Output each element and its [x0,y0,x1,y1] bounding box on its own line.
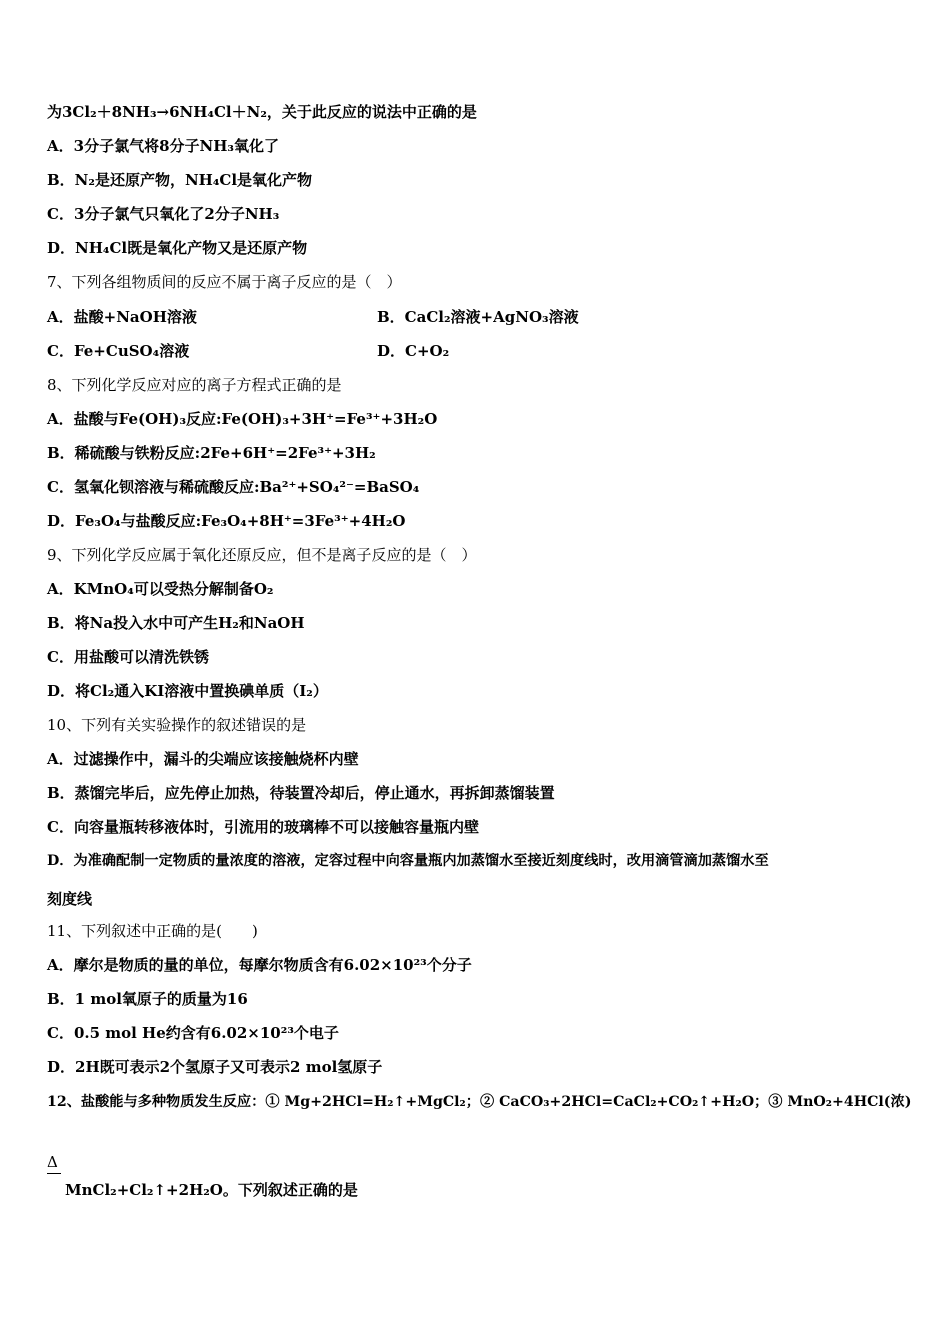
q9-option-d: D．将Cl₂通入KI溶液中置换碘单质（I₂） [47,682,328,700]
q10-option-a: A．过滤操作中，漏斗的尖端应该接触烧杯内壁 [47,750,359,768]
q7-option-b: B．CaCl₂溶液+AgNO₃溶液 [377,308,579,326]
q11-option-d: D．2H既可表示2个氢原子又可表示2 mol氢原子 [47,1058,383,1076]
q8-option-c: C．氢氧化钡溶液与稀硫酸反应:Ba²⁺+SO₄²⁻=BaSO₄ [47,478,420,496]
q12-stem: 12、盐酸能与多种物质发生反应：① Mg+2HCl=H₂↑+MgCl₂；② CaCO₃+2HCl=CaCl₂+CO₂↑+H₂O；③ MnO₂+4HCl(浓) [47,1094,912,1110]
q7-stem: 7、下列各组物质间的反应不属于离子反应的是（ ） [47,273,402,291]
q8-option-b: B．稀硫酸与铁粉反应:2Fe+6H⁺=2Fe³⁺+3H₂ [47,444,376,462]
q8-option-a: A．盐酸与Fe(OH)₃反应:Fe(OH)₃+3H⁺=Fe³⁺+3H₂O [47,410,438,428]
heating-delta-symbol: Δ [47,1153,58,1171]
q6-option-d: D．NH₄Cl既是氧化产物又是还原产物 [47,239,308,257]
q8-stem: 8、下列化学反应对应的离子方程式正确的是 [47,376,342,394]
q6-option-a: A．3分子氯气将8分子NH₃氧化了 [47,137,279,155]
q8-option-d: D．Fe₃O₄与盐酸反应:Fe₃O₄+8H⁺=3Fe³⁺+4H₂O [47,512,406,530]
q11-option-c: C．0.5 mol He约含有6.02×10²³个电子 [47,1024,339,1042]
q9-option-c: C．用盐酸可以清洗铁锈 [47,648,209,666]
q10-option-c: C．向容量瓶转移液体时，引流用的玻璃棒不可以接触容量瓶内壁 [47,818,479,836]
q10-option-d-line1: D．为准确配制一定物质的量浓度的溶液，定容过程中向容量瓶内加蒸馏水至接近刻度线时，改用滴管滴加蒸馏水至 [47,853,769,869]
q7-option-c: C．Fe+CuSO₄溶液 [47,342,190,360]
q6-option-c: C．3分子氯气只氧化了2分子NH₃ [47,205,280,223]
q6-stem-tail: 为3Cl₂＋8NH₃→6NH₄Cl＋N₂，关于此反应的说法中正确的是 [47,103,477,121]
q11-stem: 11、下列叙述中正确的是( ) [47,922,258,940]
q6-option-b: B．N₂是还原产物，NH₄Cl是氧化产物 [47,171,313,189]
q10-option-b: B．蒸馏完毕后，应先停止加热，待装置冷却后，停止通水，再拆卸蒸馏装置 [47,784,555,802]
q9-option-a: A．KMnO₄可以受热分解制备O₂ [47,580,274,598]
q10-option-d-line2: 刻度线 [47,890,93,908]
q11-option-b: B．1 mol氧原子的质量为16 [47,990,248,1008]
q11-option-a: A．摩尔是物质的量的单位，每摩尔物质含有6.02×10²³个分子 [47,956,472,974]
q12-stem-end: MnCl₂+Cl₂↑+2H₂O。下列叙述正确的是 [65,1181,358,1199]
reaction-arrow-bar [47,1173,61,1174]
q7-option-d: D．C+O₂ [377,342,450,360]
q7-option-a: A．盐酸+NaOH溶液 [47,308,197,326]
q9-option-b: B．将Na投入水中可产生H₂和NaOH [47,614,305,632]
q9-stem: 9、下列化学反应属于氧化还原反应，但不是离子反应的是（ ） [47,546,477,564]
q10-stem: 10、下列有关实验操作的叙述错误的是 [47,716,307,734]
